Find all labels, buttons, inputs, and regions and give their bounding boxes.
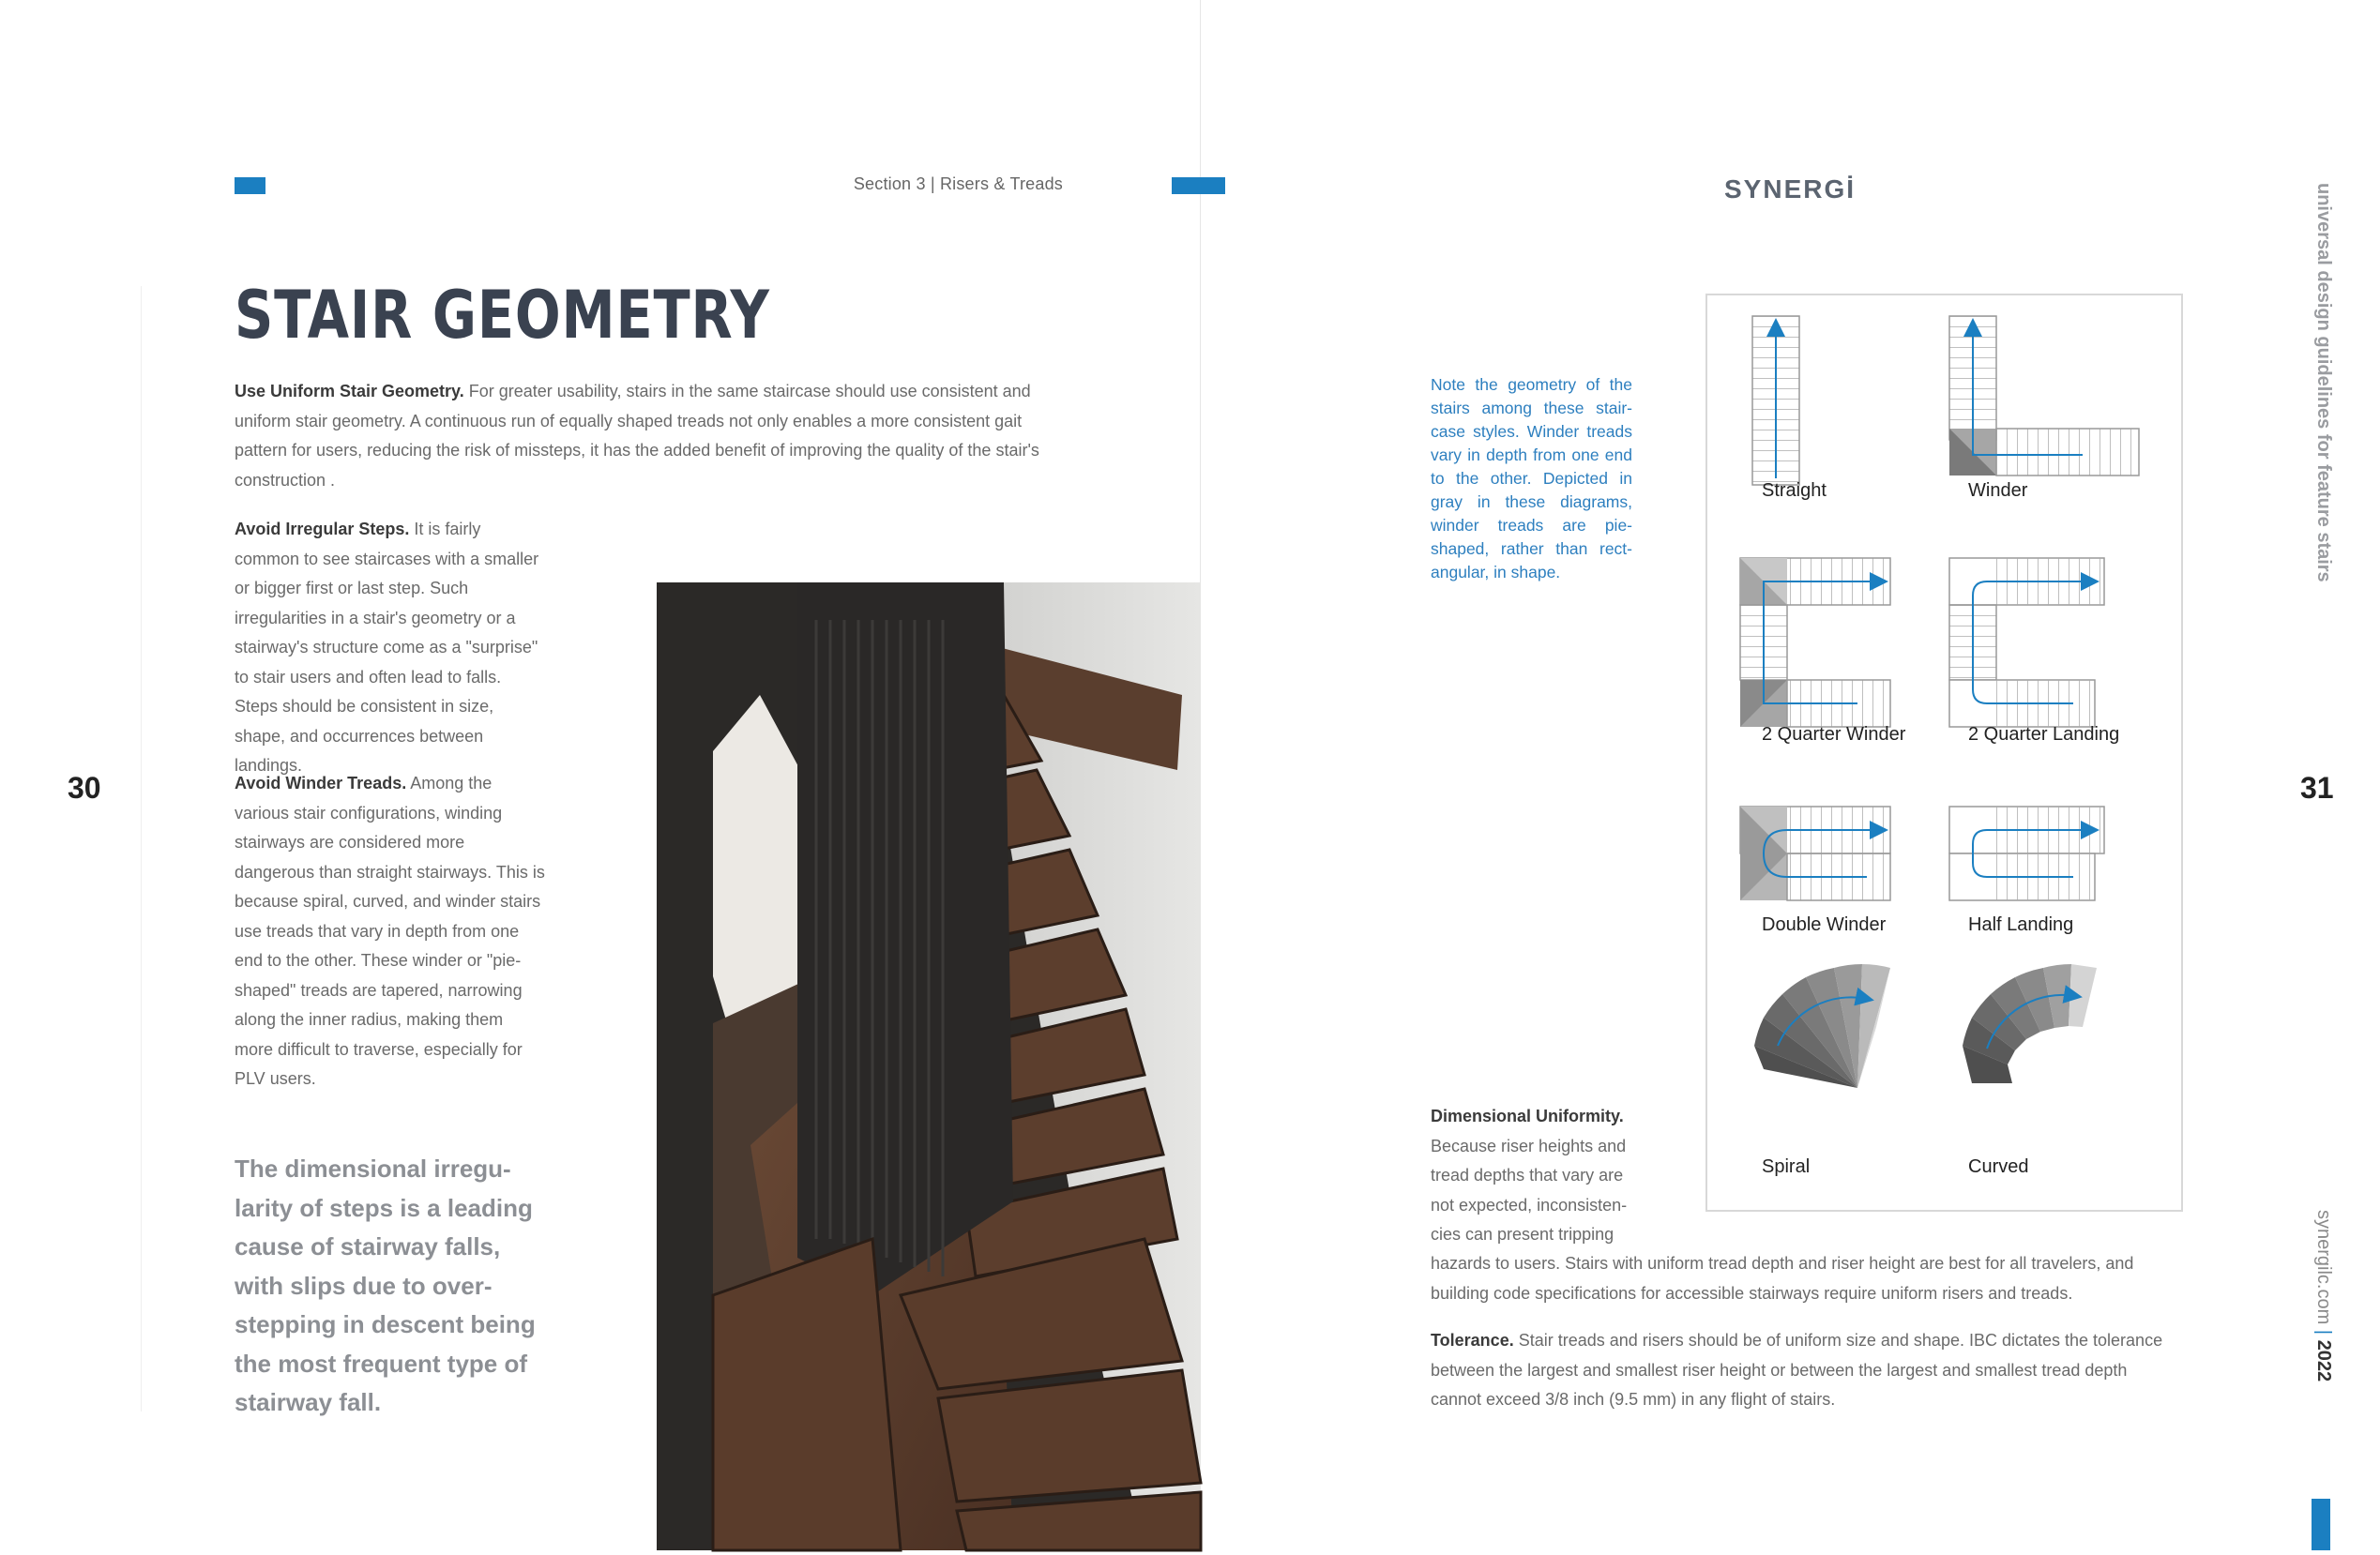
half-landing-diagram (1949, 807, 2104, 900)
vertical-site-url (2294, 1210, 2334, 1412)
label-two-quarter-winder: 2 Quarter Winder (1762, 724, 1906, 745)
label-double-winder: Double Winder (1762, 914, 1887, 935)
winder-stair-diagram (1949, 316, 2139, 476)
paragraph-body: It is fairly common to see staircases with a smaller or bigger first or last step. Such irregularities in a stair's geometry or a stairway's structure come as a "surprise" to stair users and often lead to falls. Steps should be consistent in size, shape, and occurrences between landings. (235, 520, 539, 775)
label-spiral: Spiral (1762, 1156, 1811, 1177)
spiral-diagram (1754, 964, 1890, 1088)
paragraph-lead: Dimensional Uniformity. (1431, 1107, 1624, 1125)
paragraph-lead: Use Uniform Stair Geometry. (235, 382, 464, 400)
paragraph-irregular-steps (235, 515, 546, 781)
label-winder: Winder (1968, 480, 2028, 501)
paragraph-dimensional-uniformity-intro (1431, 1102, 1642, 1250)
paragraph-dimensional-uniformity (1431, 1249, 2181, 1308)
vertical-guide-title-text: universal design guidelines for feature stairs (2313, 183, 2334, 582)
synergi-logo: SYNERGİ (1724, 174, 1857, 204)
year-text: 2022 (2313, 1339, 2334, 1382)
label-straight: Straight (1762, 480, 1827, 501)
svg-text:synergilc.com | 2022: synergilc.com | 2022 (2313, 1210, 2334, 1382)
paragraph-uniform-geometry (235, 377, 1053, 495)
label-two-quarter-landing: 2 Quarter Landing (1968, 724, 2120, 745)
page-number-left: 30 (68, 771, 101, 805)
label-curved: Curved (1968, 1156, 2029, 1177)
page-title: STAIR GEOMETRY (235, 277, 770, 354)
paragraph-lead: Avoid Irregular Steps. (235, 520, 410, 538)
two-quarter-winder-diagram (1740, 558, 1890, 727)
double-winder-diagram (1740, 807, 1890, 900)
two-quarter-landing-diagram (1949, 558, 2104, 727)
left-margin-rule (141, 286, 142, 1412)
right-header-tab (1172, 177, 1225, 194)
section-header: Section 3 | Risers & Treads (853, 174, 1063, 193)
paragraph-body: For greater usability, stairs in the same staircase should use consistent and uniform stair geometry. A continuous run of equally shaped treads not only enables a more consistent gait pattern for users, reducing the risk of missteps, it has the added benefit of improving the quality of the stair's construction . (235, 382, 1039, 490)
paragraph-body-wrap: hazards to users. Stairs with uniform tread depth and riser height are best for all travelers, and building code specifications for accessible stairways require uniform risers and treads. (1431, 1254, 2134, 1303)
bottom-accent-tab (2312, 1499, 2330, 1550)
diagram-note: Note the geometry of the stairs among these stair-case styles. Winder treads vary in depth from one end to the other. Depicted in gray in these diagrams, winder treads are pie-shaped, rather than rect-angular, in shape. (1431, 375, 1632, 581)
stair-diagrams-figure (1705, 294, 2183, 1212)
pull-quote: The dimensional irregu-larity of steps is a leading cause of stairway falls, with slips due to over-stepping in descent being the most frequent type of stairway fall. (235, 1155, 536, 1416)
paragraph-lead: Avoid Winder Treads. (235, 774, 407, 793)
paragraph-body-narrow: Because riser heights and tread depths that vary are not expected, inconsisten-cies can present tripping (1431, 1136, 1628, 1244)
paragraph-body: Among the various stair configurations, winding stairways are considered more dangerous than straight stairways. This is because spiral, curved, and winder stairs use treads that vary in depth from one end to the other. These winder or "pie-shaped" treads are tapered, narrowing along the inner radius, making them more difficult to traverse, especially for PLV users. (235, 774, 545, 1088)
site-url-text: synergilc.com (2313, 1210, 2334, 1325)
paragraph-tolerance (1431, 1326, 2176, 1415)
paragraph-lead: Tolerance. (1431, 1331, 1514, 1350)
vertical-guide-title (2294, 183, 2334, 586)
paragraph-winder-treads (235, 769, 546, 1095)
staircase-photo (657, 582, 1201, 1550)
paragraph-body: Stair treads and risers should be of uniform size and shape. IBC dictates the tolerance between the largest and smallest riser height or between the largest and smallest tread depth cannot exceed 3/8 inch (9.5 mm) in any flight of stairs. (1431, 1331, 2163, 1409)
label-half-landing: Half Landing (1968, 914, 2074, 935)
page-number-right: 31 (2300, 771, 2334, 805)
straight-stair-diagram (1752, 316, 1799, 485)
left-header-tab (235, 177, 265, 194)
curved-diagram (1963, 964, 2097, 1083)
